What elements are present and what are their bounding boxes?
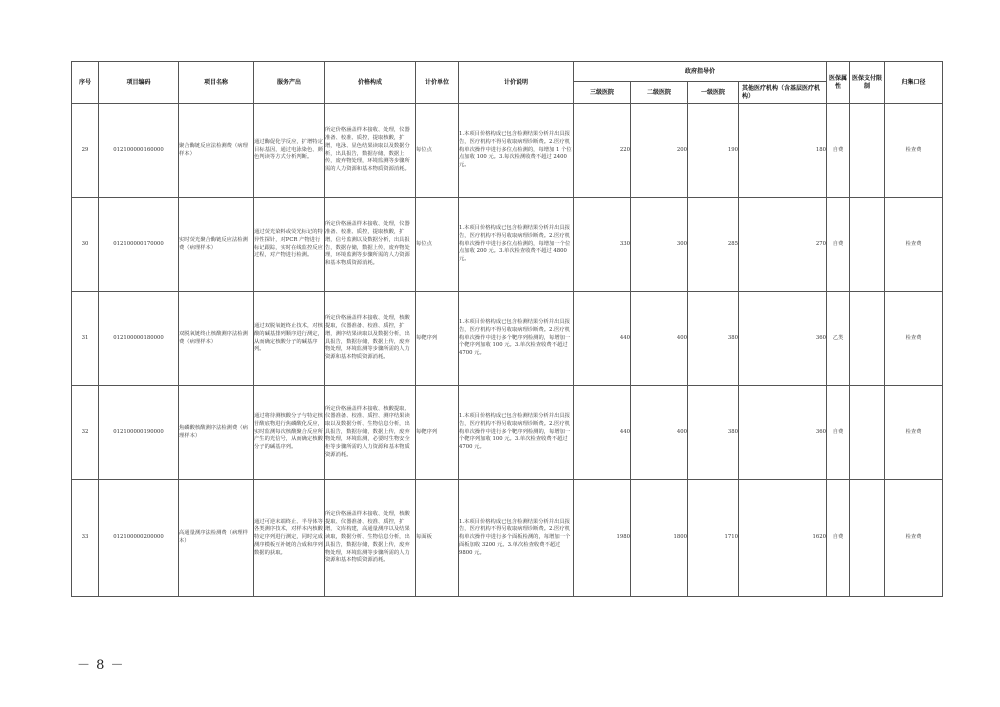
cell-output: 通过双脱氧链终止技术，对核酸的碱基排列顺序进行测定，从而确定核酸分子的碱基序列。 bbox=[254, 292, 325, 386]
cell-tier1: 190 bbox=[688, 104, 739, 198]
header-insurance-limit: 医保支付限制 bbox=[850, 62, 885, 104]
table-row bbox=[72, 198, 943, 292]
cell-insurance-attr: 自费 bbox=[827, 480, 850, 597]
cell-name: 高通量测序法检测费（病理样本） bbox=[179, 480, 254, 597]
cell-output: 通过酶促化学反应，扩增特定目标基因，通过电泳染色、颜色判读等方式分析判断。 bbox=[254, 104, 325, 198]
header-desc: 计价说明 bbox=[459, 62, 574, 104]
cell-insurance-attr: 自费 bbox=[827, 198, 850, 292]
cell-unit: 每靶序列 bbox=[416, 292, 459, 386]
cell-code: 012100000170000 bbox=[99, 198, 179, 292]
cell-code: 012100000180000 bbox=[99, 292, 179, 386]
cell-tier1: 380 bbox=[688, 386, 739, 480]
header-gov-price: 政府指导价 bbox=[574, 62, 827, 82]
cell-code: 012100000200000 bbox=[99, 480, 179, 597]
cell-insurance-limit bbox=[850, 480, 885, 597]
cell-tier1: 1710 bbox=[688, 480, 739, 597]
cell-output: 通过将待测核酸分子与特定核苷酸底物进行焦磷酸化反应，实时监测每次核酸聚合反应所产生的光信号，从而确定核酸分子的碱基序列。 bbox=[254, 386, 325, 480]
cell-tier2: 400 bbox=[631, 386, 688, 480]
cell-insurance-attr: 自费 bbox=[827, 104, 850, 198]
cell-insurance-limit bbox=[850, 198, 885, 292]
cell-unit: 每位点 bbox=[416, 104, 459, 198]
cell-seq: 31 bbox=[72, 292, 99, 386]
cell-tier3: 220 bbox=[574, 104, 631, 198]
header-insurance-attr: 医保属性 bbox=[827, 62, 850, 104]
price-table bbox=[71, 61, 943, 597]
header-unit: 计价单位 bbox=[416, 62, 459, 104]
header-tier3: 三级医院 bbox=[574, 82, 631, 104]
cell-desc: 1.本项目价格构成已包含检测结果分析并出具报告，医疗机构不得另收取病理诊断费。2.医疗机构单次操作中进行多个靶序列检测的，每增加一个靶序列加收 100 元。3.单次检查收费不超过 4700 元。 bbox=[459, 292, 574, 386]
cell-unit: 每面板 bbox=[416, 480, 459, 597]
cell-tier3: 330 bbox=[574, 198, 631, 292]
cell-name: 双脱氧链终止核酸测序法检测费（病理样本） bbox=[179, 292, 254, 386]
header-row-1 bbox=[72, 62, 943, 82]
cell-name: 聚合酶链反应法检测费（病理样本） bbox=[179, 104, 254, 198]
cell-category: 检查费 bbox=[885, 386, 943, 480]
table-row bbox=[72, 292, 943, 386]
cell-insurance-limit bbox=[850, 104, 885, 198]
cell-name: 实时荧光聚合酶链反应法检测费（病理样本） bbox=[179, 198, 254, 292]
cell-tier3: 440 bbox=[574, 292, 631, 386]
table-row bbox=[72, 104, 943, 198]
cell-category: 检查费 bbox=[885, 198, 943, 292]
header-seq: 序号 bbox=[72, 62, 99, 104]
header-other: 其他医疗机构（含基层医疗机构） bbox=[739, 82, 827, 104]
cell-category: 检查费 bbox=[885, 104, 943, 198]
cell-price-composition: 所定价格涵盖样本接收、处理，核酸提取，仪器准备、校准、质控，扩增，测序结果读取以及数据分析，出具报告，数据存储，数据上传，废弃物处理，环境监测等步骤所需的人力资源和基本物质资源消耗。 bbox=[325, 292, 416, 386]
cell-seq: 33 bbox=[72, 480, 99, 597]
cell-name: 焦磷酸核酸测序法检测费（病理样本） bbox=[179, 386, 254, 480]
cell-price-composition: 所定价格涵盖样本接收、核酸提取、仪器准备、校准、质控、测序结果读取以及数据分析、生物信息分析，出具报告，数据存储，数据上传，废弃物处理，环境监测，必要时生物安全柜等步骤所需的人力资源和基本物质资源消耗。 bbox=[325, 386, 416, 480]
cell-insurance-attr: 乙类 bbox=[827, 292, 850, 386]
header-tier2: 二级医院 bbox=[631, 82, 688, 104]
table-row bbox=[72, 386, 943, 480]
cell-seq: 29 bbox=[72, 104, 99, 198]
header-tier1: 一级医院 bbox=[688, 82, 739, 104]
cell-other: 360 bbox=[739, 386, 827, 480]
cell-unit: 每靶序列 bbox=[416, 386, 459, 480]
cell-tier3: 440 bbox=[574, 386, 631, 480]
cell-price-composition: 所定价格涵盖样本接收、处理，仪器准备、校准、质控，提取核酸，扩增，信号监测以及数据分析，出具报告，数据存储，数据上传，废弃物处理，环境监测等步骤所需的人力资源和基本物质资源消耗。 bbox=[325, 198, 416, 292]
cell-desc: 1.本项目价格构成已包含检测结果分析并出具报告，医疗机构不得另收取病理诊断费。2.医疗机构单次操作中进行多个面板检测的，每增加一个面板加收 3200 元。3.单次检查收费不超过 9800 元。 bbox=[459, 480, 574, 597]
header-category: 归集口径 bbox=[885, 62, 943, 104]
header-output: 服务产出 bbox=[254, 62, 325, 104]
cell-tier2: 1800 bbox=[631, 480, 688, 597]
cell-desc: 1.本项目价格构成已包含检测结果分析并出具报告，医疗机构不得另收取病理诊断费。2.医疗机构单次操作中进行多个靶序列检测的，每增加一个靶序列加收 100 元。3.单次检查收费不超过 4700 元。 bbox=[459, 386, 574, 480]
cell-tier1: 380 bbox=[688, 292, 739, 386]
cell-tier2: 400 bbox=[631, 292, 688, 386]
cell-insurance-limit bbox=[850, 386, 885, 480]
cell-desc: 1.本项目价格构成已包含检测结果分析并出具报告，医疗机构不得另收取病理诊断费。2.医疗机构单次操作中进行多位点检测的，每增加 1 个位点加收 100 元。3.每次检测收费不超过 2400 元。 bbox=[459, 104, 574, 198]
cell-unit: 每位点 bbox=[416, 198, 459, 292]
cell-tier2: 300 bbox=[631, 198, 688, 292]
cell-insurance-limit bbox=[850, 292, 885, 386]
cell-other: 180 bbox=[739, 104, 827, 198]
cell-other: 360 bbox=[739, 292, 827, 386]
cell-category: 检查费 bbox=[885, 480, 943, 597]
cell-seq: 32 bbox=[72, 386, 99, 480]
cell-price-composition: 所定价格涵盖样本接收、处理，仪器准备、校准、质控，提取核酸，扩增，电泳、显色结果读取以及数据分析，出具报告，数据存储，数据上传，废弃物处理，环境监测等步骤所需的人力资源和基本物质资源消耗。 bbox=[325, 104, 416, 198]
cell-other: 270 bbox=[739, 198, 827, 292]
cell-desc: 1.本项目价格构成已包含检测结果分析并出具报告，医疗机构不得另收取病理诊断费。2.医疗机构单次操作中进行多位点检测的，每增加一个位点加收 200 元。3.单次检查收费不超过 4800 元。 bbox=[459, 198, 574, 292]
cell-other: 1620 bbox=[739, 480, 827, 597]
cell-category: 检查费 bbox=[885, 292, 943, 386]
cell-tier1: 285 bbox=[688, 198, 739, 292]
cell-insurance-attr: 自费 bbox=[827, 386, 850, 480]
table-row bbox=[72, 480, 943, 597]
header-price-composition: 价格构成 bbox=[325, 62, 416, 104]
page-number: － 8 － bbox=[77, 658, 125, 673]
header-name: 项目名称 bbox=[179, 62, 254, 104]
cell-tier3: 1980 bbox=[574, 480, 631, 597]
cell-price-composition: 所定价格涵盖样本接收、处理，核酸提取、仪器准备、校准、质控，扩增，文库构建，高通量测序以及结果读取，数据分析、生物信息分析，出具报告，数据存储，数据上传，废弃物处理，环境监测等步骤所需的人力资源和基本物质资源消耗。 bbox=[325, 480, 416, 597]
cell-code: 012100000190000 bbox=[99, 386, 179, 480]
cell-code: 012100000160000 bbox=[99, 104, 179, 198]
cell-output: 通过可逆末端终止、半导体等各类测序技术，对样本内核酸特定序列进行测定，同时完成测序模板互补链的合成和序列数据的获取。 bbox=[254, 480, 325, 597]
header-code: 项目编码 bbox=[99, 62, 179, 104]
cell-tier2: 200 bbox=[631, 104, 688, 198]
cell-seq: 30 bbox=[72, 198, 99, 292]
cell-output: 通过荧光染料或荧光标记的特异性探针，对PCR 产物进行标记跟踪，实时在线监控反应过程，对产物进行检测。 bbox=[254, 198, 325, 292]
